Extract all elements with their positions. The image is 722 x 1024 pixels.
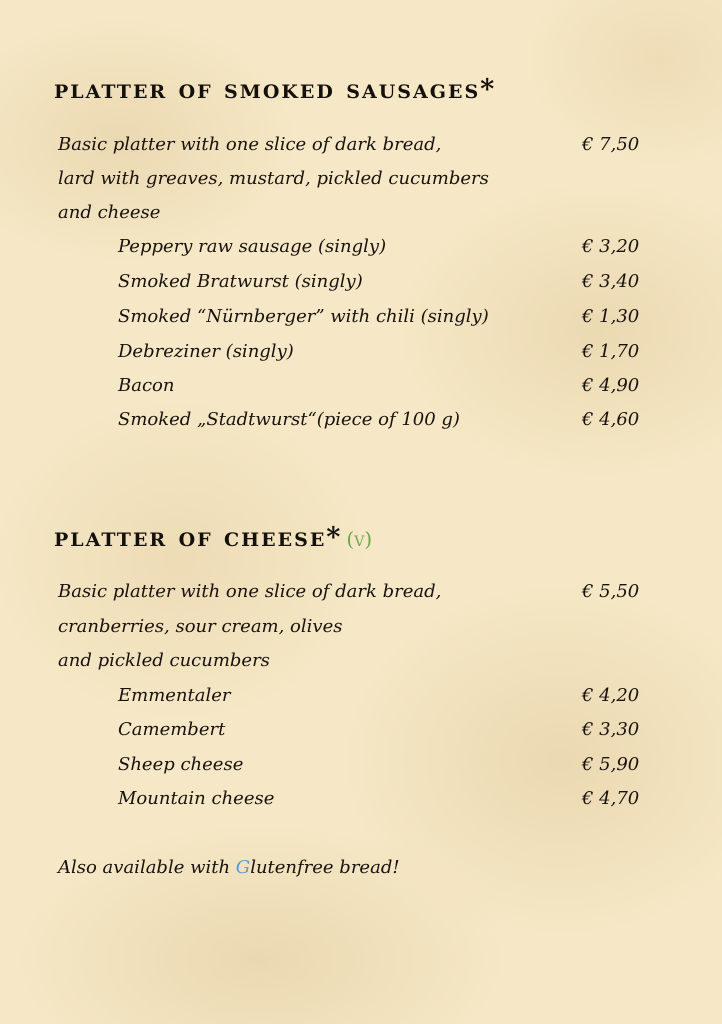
vegetarian-mark: (v) bbox=[346, 527, 373, 551]
cheese-base-price: € 5,50 bbox=[582, 581, 640, 602]
cheese-item-price: € 5,90 bbox=[582, 754, 640, 775]
cheese-item-name: Emmentaler bbox=[118, 685, 231, 706]
glutenfree-note-after: lutenfree bread! bbox=[250, 857, 400, 878]
sausage-item-price: € 1,70 bbox=[582, 341, 640, 362]
sausage-item-name: Bacon bbox=[118, 375, 175, 396]
sausage-platter-title: platter of smoked sausages* bbox=[54, 74, 497, 105]
sausage-item-price: € 3,40 bbox=[582, 271, 640, 292]
sausage-item-name: Smoked „Stadtwurst“(piece of 100 g) bbox=[118, 409, 460, 430]
cheese-item-name: Mountain cheese bbox=[118, 788, 275, 809]
sausage-item-price: € 4,60 bbox=[582, 409, 640, 430]
cheese-item-name: Camembert bbox=[118, 719, 226, 740]
sausage-description-line-2: lard with greaves, mustard, pickled cucumbers bbox=[58, 168, 489, 189]
glutenfree-note-before: Also available with bbox=[58, 857, 236, 878]
sausage-item-price: € 4,90 bbox=[582, 375, 640, 396]
cheese-description-line-2: cranberries, sour cream, olives bbox=[58, 616, 343, 637]
sausage-description-line-1: Basic platter with one slice of dark bread, bbox=[58, 134, 442, 155]
sausage-description-line-3: and cheese bbox=[58, 202, 161, 223]
cheese-platter-title bbox=[54, 522, 372, 553]
cheese-item-price: € 4,20 bbox=[582, 685, 640, 706]
sausage-item-name: Smoked “Nürnberger” with chili (singly) bbox=[118, 306, 489, 327]
sausage-item-price: € 3,20 bbox=[582, 236, 640, 257]
sausage-item-name: Smoked Bratwurst (singly) bbox=[118, 271, 363, 292]
cheese-platter-title-text: platter of cheese* bbox=[54, 522, 343, 553]
cheese-item-price: € 4,70 bbox=[582, 788, 640, 809]
cheese-description-line-1: Basic platter with one slice of dark bread, bbox=[58, 581, 442, 602]
cheese-item-price: € 3,30 bbox=[582, 719, 640, 740]
glutenfree-note bbox=[58, 856, 400, 880]
sausage-item-price: € 1,30 bbox=[582, 306, 640, 327]
sausage-base-price: € 7,50 bbox=[582, 134, 640, 155]
cheese-item-name: Sheep cheese bbox=[118, 754, 244, 775]
cheese-description-line-3: and pickled cucumbers bbox=[58, 650, 270, 671]
sausage-item-name: Peppery raw sausage (singly) bbox=[118, 236, 387, 257]
glutenfree-highlight-letter: G bbox=[235, 857, 251, 878]
sausage-item-name: Debreziner (singly) bbox=[118, 341, 294, 362]
